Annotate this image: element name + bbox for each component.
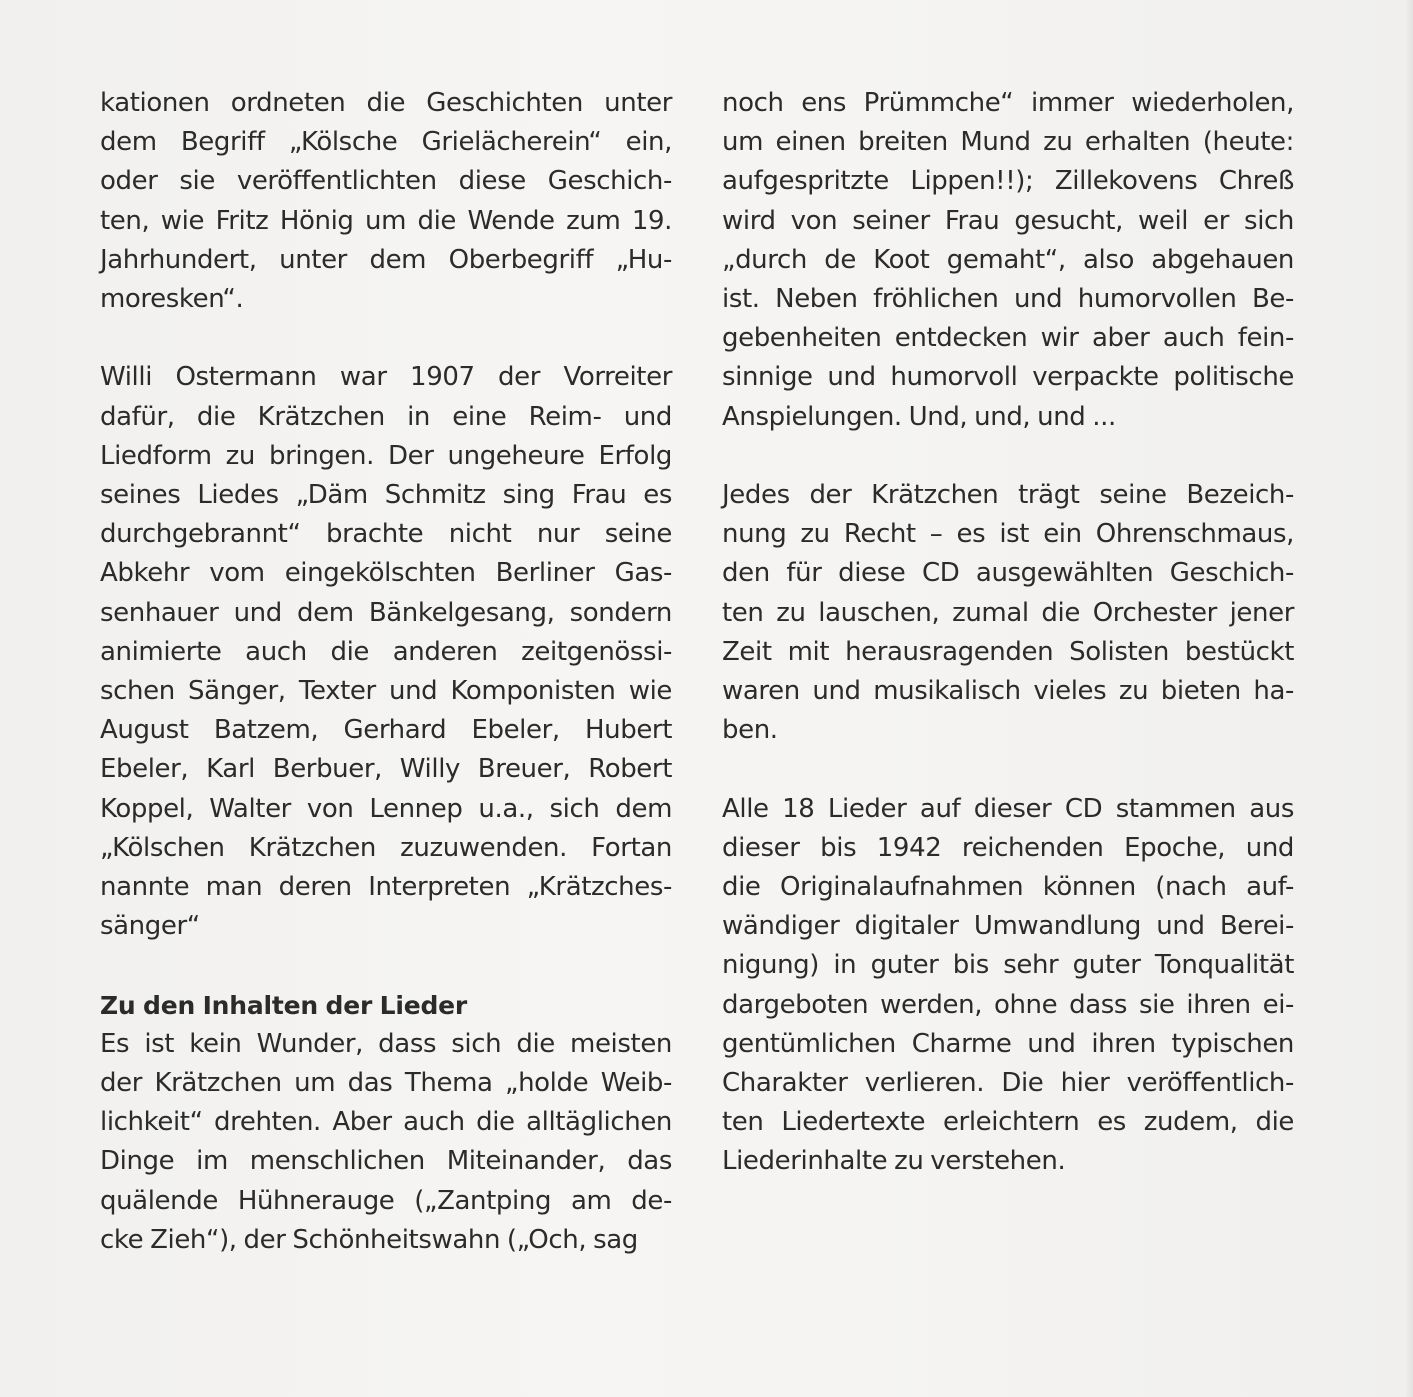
- text-line: ist. Neben fröhlichen und humorvollen Be-: [722, 284, 1294, 315]
- text-line: Ebeler, Karl Berbuer, Willy Breuer, Robert: [100, 754, 672, 785]
- paragraph: [722, 790, 1294, 1182]
- text-line: cke Zieh“), der Schönheitswahn („Och, sag: [100, 1224, 638, 1255]
- paragraph: [100, 358, 672, 946]
- text-line: wird von seiner Frau gesucht, weil er sich: [722, 205, 1294, 236]
- text-line: kationen ordneten die Geschichten unter: [100, 88, 672, 118]
- left-column: [100, 84, 672, 1260]
- text-line: moresken“.: [100, 284, 244, 315]
- text-line: waren und musikalisch vieles zu bieten ha-: [722, 676, 1294, 707]
- text-line: „durch de Koot gemaht“, also abgehauen: [722, 244, 1294, 275]
- text-line: Liedform zu bringen. Der ungeheure Erfolg: [100, 440, 672, 471]
- paragraph: [722, 84, 1294, 437]
- text-line: oder sie veröffentlichten diese Geschich-: [100, 166, 672, 197]
- text-line: nung zu Recht – es ist ein Ohrenschmaus,: [722, 519, 1294, 550]
- text-line: animierte auch die anderen zeitgenössi-: [100, 636, 672, 667]
- text-line: ten Liedertexte erleichtern es zudem, die: [722, 1107, 1294, 1138]
- text-line: Liederinhalte zu verstehen.: [722, 1146, 1066, 1177]
- text-line: nannte man deren Interpreten „Krätzches-: [100, 872, 672, 903]
- text-line: Es ist kein Wunder, dass sich die meisten: [100, 1028, 672, 1059]
- text-line: wändiger digitaler Umwandlung und Berei-: [722, 911, 1294, 942]
- text-line: der Krätzchen um das Thema „holde Weib-: [100, 1068, 672, 1099]
- text-line: dem Begriff „Kölsche Grielächerein“ ein,: [100, 127, 672, 158]
- text-line: gentümlichen Charme und ihren typischen: [722, 1028, 1294, 1059]
- paragraph: [100, 84, 672, 319]
- text-line: aufgespritzte Lippen!!); Zillekovens Chreß: [722, 166, 1294, 197]
- section-heading: Zu den Inhalten der Lieder: [100, 990, 468, 1020]
- text-line: Alle 18 Lieder auf dieser CD stammen aus: [722, 793, 1294, 824]
- text-line: Dinge im menschlichen Miteinander, das: [100, 1146, 672, 1177]
- text-line: Jahrhundert, unter dem Oberbegriff „Hu-: [100, 244, 672, 275]
- paragraph: [100, 1025, 672, 1260]
- text-line: Charakter verlieren. Die hier veröffentlich-: [722, 1068, 1294, 1099]
- text-line: Jedes der Krätzchen trägt seine Bezeich-: [722, 480, 1294, 511]
- text-line: Willi Ostermann war 1907 der Vorreiter: [100, 362, 672, 393]
- text-line: senhauer und dem Bänkelgesang, sondern: [100, 597, 672, 628]
- text-line: seines Liedes „Däm Schmitz sing Frau es: [100, 480, 672, 511]
- text-line: dieser bis 1942 reichenden Epoche, und: [722, 832, 1294, 863]
- text-line: gebenheiten entdecken wir aber auch fein-: [722, 323, 1294, 354]
- text-line: August Batzem, Gerhard Ebeler, Hubert: [100, 715, 672, 746]
- text-line: dargeboten werden, ohne dass sie ihren ei-: [722, 989, 1294, 1020]
- text-line: den für diese CD ausgewählten Geschich-: [722, 558, 1294, 589]
- text-line: „Kölschen Krätzchen zuzuwenden. Fortan: [100, 832, 672, 863]
- paragraph: [722, 476, 1294, 750]
- text-line: Koppel, Walter von Lennep u.a., sich dem: [100, 793, 672, 824]
- text-line: die Originalaufnahmen können (nach auf-: [722, 872, 1294, 903]
- page-edge-shadow: [1405, 0, 1413, 1397]
- text-line: ten, wie Fritz Hönig um die Wende zum 19.: [100, 205, 672, 236]
- text-line: durchgebrannt“ brachte nicht nur seine: [100, 519, 672, 550]
- text-line: sänger“: [100, 911, 200, 942]
- text-line: dafür, die Krätzchen in eine Reim- und: [100, 401, 672, 432]
- text-line: um einen breiten Mund zu erhalten (heute:: [722, 127, 1294, 158]
- text-line: quälende Hühnerauge („Zantping am de-: [100, 1185, 672, 1216]
- text-line: ten zu lauschen, zumal die Orchester jener: [722, 597, 1294, 628]
- text-line: noch ens Prümmche“ immer wiederholen,: [722, 88, 1294, 118]
- text-line: lichkeit“ drehten. Aber auch die alltäglichen: [100, 1107, 672, 1138]
- text-line: ben.: [722, 715, 778, 746]
- text-line: Abkehr vom eingekölschten Berliner Gas-: [100, 558, 672, 589]
- text-line: Zeit mit herausragenden Solisten bestückt: [722, 636, 1294, 667]
- text-line: schen Sänger, Texter und Komponisten wie: [100, 676, 672, 707]
- right-column: [722, 84, 1294, 1182]
- text-line: Anspielungen. Und, und, und ...: [722, 401, 1116, 432]
- text-line: nigung) in guter bis sehr guter Tonqualität: [722, 950, 1294, 981]
- text-line: sinnige und humorvoll verpackte politische: [722, 362, 1294, 393]
